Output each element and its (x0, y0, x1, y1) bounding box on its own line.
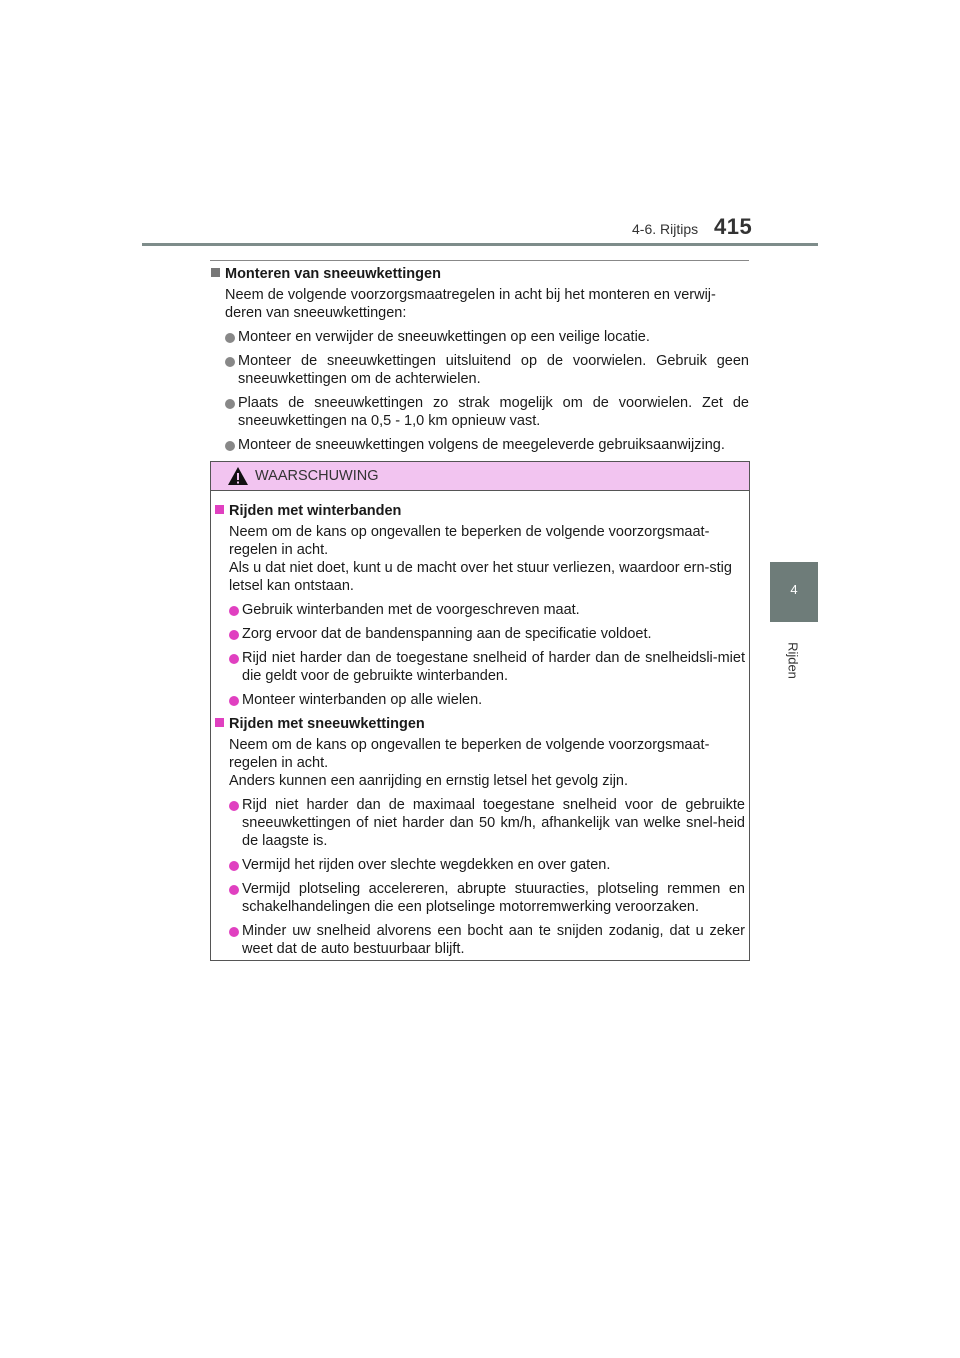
list-item (229, 691, 745, 709)
list-item-text: Minder uw snelheid alvorens een bocht aan te snijden zodanig, dat u zeker weet dat de auto bestuurbaar blijft. (242, 923, 745, 957)
heading-square-icon (211, 268, 220, 277)
warning-title: WAARSCHUWING (255, 468, 379, 484)
list-item (229, 922, 745, 958)
chapter-label (783, 633, 803, 693)
bullet-dot-icon (225, 357, 235, 367)
page-number: 415 (714, 214, 753, 239)
heading-square-icon (215, 505, 224, 514)
bullet-dot-icon (229, 630, 239, 640)
list-item (229, 856, 745, 874)
section-content (211, 265, 749, 454)
list-item (229, 601, 745, 619)
bullet-dot-icon (229, 801, 239, 811)
list-item (229, 796, 745, 850)
warning-heading-text: Rijden met sneeuwkettingen (229, 716, 425, 732)
bullet-dot-icon (225, 399, 235, 409)
warning-box (210, 461, 750, 961)
section-heading-text: Monteren van sneeuwkettingen (225, 266, 441, 282)
bullet-dot-icon (229, 885, 239, 895)
warning-heading-snow-chains (215, 715, 745, 733)
heading-square-icon (215, 718, 224, 727)
section-top-rule (210, 260, 749, 261)
list-item-text: Monteer winterbanden op alle wielen. (242, 692, 483, 708)
warning-intro: Anders kunnen een aanrijding en ernstig letsel het gevolg zijn. (229, 773, 629, 789)
list-item-text: Plaats de sneeuwkettingen zo strak mogelijk om de voorwielen. Zet de sneeuwkettingen na 0,5 - 1,0 km opnieuw vast. (238, 395, 749, 429)
warning-intro: Als u dat niet doet, kunt u de macht over het stuur verliezen, waardoor ern-stig letsel kan ontstaan. (229, 560, 732, 594)
warning-body (215, 502, 745, 958)
warning-heading-text: Rijden met winterbanden (229, 503, 402, 519)
bullet-dot-icon (229, 654, 239, 664)
section-intro: Neem de volgende voorzorgsmaatregelen in acht bij het monteren en verwij-deren van sneeuwkettingen: (225, 287, 716, 321)
bullet-dot-icon (225, 441, 235, 451)
list-item (229, 625, 745, 643)
list-item (229, 880, 745, 916)
list-item-text: Zorg ervoor dat de bandenspanning aan de specificatie voldoet. (242, 626, 652, 642)
list-item-text: Rijd niet harder dan de maximaal toegestane snelheid voor de gebruikte sneeuwkettingen of niet harder dan 50 km/h, afhankelijk van welke snel-heid de laagste is. (242, 797, 745, 849)
bullet-dot-icon (225, 333, 235, 343)
warning-intro: Neem om de kans op ongevallen te beperken de volgende voorzorgsmaat-regelen in acht. (229, 737, 710, 771)
list-item-text: Vermijd plotseling accelereren, abrupte stuuracties, plotseling remmen en schakelhandelingen die een plotselinge motorremwerking veroorzaken. (242, 881, 745, 915)
list-item (225, 436, 749, 454)
warning-heading-winter-tyres (215, 502, 745, 520)
list-item-text: Gebruik winterbanden met de voorgeschreven maat. (242, 602, 580, 618)
list-item-text: Vermijd het rijden over slechte wegdekken en over gaten. (242, 857, 611, 873)
list-item-text: Monteer de sneeuwkettingen volgens de meegeleverde gebruiksaanwijzing. (238, 437, 725, 453)
list-item-text: Rijd niet harder dan de toegestane snelheid of harder dan de snelheidsli-miet die geldt voor de gebruikte winterbanden. (242, 650, 745, 684)
list-item (225, 394, 749, 430)
bullet-dot-icon (229, 861, 239, 871)
bullet-dot-icon (229, 927, 239, 937)
header-section-title: 4-6. Rijtips (632, 221, 699, 237)
header-rule (142, 243, 818, 246)
section-heading (211, 265, 749, 283)
warning-intro: Neem om de kans op ongevallen te beperken de volgende voorzorgsmaat-regelen in acht. (229, 524, 710, 558)
list-item-text: Monteer de sneeuwkettingen uitsluitend op de voorwielen. Gebruik geen sneeuwkettingen om de achterwielen. (238, 353, 749, 387)
bullet-dot-icon (229, 696, 239, 706)
chapter-label-text: Rijden (785, 642, 801, 679)
warning-header (211, 462, 749, 491)
chapter-number: 4 (790, 582, 798, 597)
list-item (225, 328, 749, 346)
list-item (229, 649, 745, 685)
warning-triangle-icon (227, 466, 249, 486)
list-item-text: Monteer en verwijder de sneeuwkettingen op een veilige locatie. (238, 329, 650, 345)
chapter-tab (770, 562, 818, 622)
bullet-dot-icon (229, 606, 239, 616)
list-item (225, 352, 749, 388)
